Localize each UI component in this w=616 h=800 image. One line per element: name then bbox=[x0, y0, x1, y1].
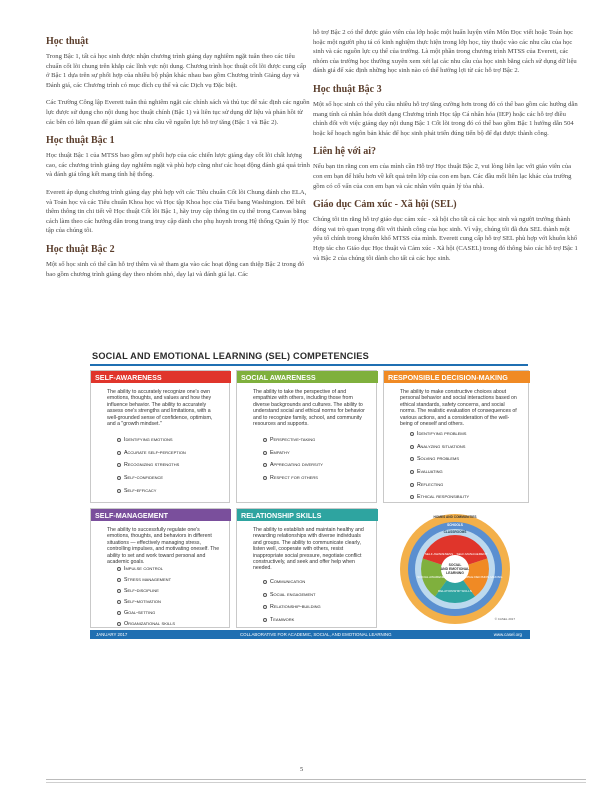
list-item: Self-discipline bbox=[117, 585, 223, 596]
section-hoc-thuat-bac-2 bbox=[46, 244, 311, 279]
paragraph: Chúng tôi tin rằng hỗ trợ giáo dục cảm xúc - xã hội cho tất cả các học sinh và người trưởng thành đóng vai trò quan trọng đối với thành công của học sinh. Vì vậy, chúng tôi đã đưa SEL thành một yếu tố chính trong khuôn khổ MTSS của mình. Everett cung cấp hỗ trợ SEL phù hợp với khuôn khổ Hợp tác cho Giáo dục Học thuật và Cảm xúc - Xã hội (CASEL) trong đó thông báo các hỗ trợ Bậc 1 và Bậc 2 của chúng tôi dành cho tất cả các học sinh. bbox=[313, 216, 578, 262]
section-heading: Liên hệ với ai? bbox=[313, 146, 377, 158]
page-number: 5 bbox=[300, 766, 304, 773]
card-social-awareness bbox=[236, 370, 377, 503]
paragraph: Nếu bạn tin rằng con em của mình cần Hỗ trợ Học thuật Bậc 2, vui lòng liên lạc với giáo viên của con em bạn để hiểu hơn về kết quả trên lớp của con em bạn. Các đầu mối liên lạc khác của trường gồm có cố vấn của con em bạn và các nhân viên quản lý tòa nhà. bbox=[313, 163, 572, 190]
list-item: Self-motivation bbox=[117, 596, 223, 607]
bullet-icon bbox=[263, 451, 267, 455]
bullet-icon bbox=[117, 622, 121, 626]
bullet-icon bbox=[117, 438, 121, 442]
bullet-icon bbox=[263, 476, 267, 480]
list-item: Impulse control bbox=[117, 563, 223, 574]
list-item: Reflecting bbox=[410, 478, 522, 491]
bullet-icon bbox=[117, 463, 121, 467]
section-hoc-thuat-bac-1 bbox=[46, 135, 311, 236]
section-heading: Học thuật Bậc 3 bbox=[313, 83, 382, 95]
infographic-footer bbox=[90, 630, 530, 639]
section-heading: Học thuật Bậc 1 bbox=[46, 135, 115, 147]
list-item: Goal-setting bbox=[117, 607, 223, 618]
card-description: The ability to establish and maintain healthy and rewarding relationships with diverse individuals and groups. The ability to communicate clearly, listen well, cooperate with others, resist inappropriate social pressure, negotiate conflict constructively, and seek and offer help when needed. bbox=[253, 527, 364, 572]
bullet-icon bbox=[410, 495, 414, 499]
section-sel bbox=[313, 199, 578, 263]
segment-label: SOCIAL AWARENESS bbox=[417, 575, 449, 579]
card-relationship-skills bbox=[236, 508, 377, 628]
footer-divider bbox=[46, 779, 586, 780]
competency-list bbox=[263, 434, 370, 484]
list-item: Appreciating diversity bbox=[263, 459, 370, 472]
bullet-icon bbox=[117, 567, 121, 571]
bullet-icon bbox=[410, 457, 414, 461]
section-heading: Học thuật Bậc 2 bbox=[46, 243, 115, 255]
casel-credit: © CASEL 2017 bbox=[494, 617, 515, 621]
bullet-icon bbox=[117, 489, 121, 493]
list-item: Communication bbox=[263, 576, 370, 589]
bullet-icon bbox=[263, 618, 267, 622]
segment-label: RESPONSIBLE DECISION-MAKING bbox=[451, 575, 503, 579]
bullet-icon bbox=[117, 611, 121, 615]
section-hoc-thuat bbox=[46, 36, 311, 127]
paragraph: Trong Bậc 1, tất cả học sinh được nhận chương trình giảng dạy nghiêm ngặt tuân theo các tiêu chuẩn cốt lõi chung trên khắp các lĩnh vực nội dung. Chương trình học thuật cốt lõi được cung cấp ở Bậc 1 dựa trên sự phối hợp của nhiều bộ phận khác nhau bao gồm Chương trình Giảng dạy và Đánh giá, các Chương trình có mục đích cụ thể và các Dịch vụ Đặc biệt. bbox=[46, 53, 307, 89]
list-item: Social engagement bbox=[263, 589, 370, 602]
ring-label-homes: HOMES AND COMMUNITIES bbox=[433, 515, 477, 519]
card-description: The ability to make constructive choices about personal behavior and social interactions based on ethical standards, safety concerns, and social norms. The realistic evaluation of consequences of various actions, and a consideration of the well-being of oneself and others. bbox=[400, 389, 517, 428]
paragraph: Một số học sinh có thể yêu cầu nhiều hỗ trợ tăng cường hơn trong đó có thể bao gồm các hướng dẫn mang tính cá nhân hóa dưới dạng Chương trình Học tập Cá nhân hóa (IEP) hoặc các hỗ trợ điều chỉnh đối với việc giảng dạy nội dung Bậc 1 Cốt lõi trong đó có thể bao gồm Bậc 1 hướng dẫn 504 hoặc kế hoạch ngôn bản khác để học sinh phát triển đúng tiến bộ để đạt được thành công. bbox=[313, 100, 578, 137]
list-item: Accurate self-perception bbox=[117, 447, 223, 460]
footer-url: www.casel.org bbox=[493, 632, 522, 637]
competency-list bbox=[117, 563, 223, 629]
ring-label-classrooms: CLASSROOMS bbox=[443, 530, 467, 534]
section-lien-he bbox=[313, 146, 578, 191]
svg-text:LEARNING: LEARNING bbox=[446, 571, 464, 575]
list-item: Identifying problems bbox=[410, 428, 522, 441]
card-title: SELF-AWARENESS bbox=[91, 371, 231, 383]
card-title: SELF-MANAGEMENT bbox=[91, 509, 231, 521]
card-description: The ability to take the perspective of and empathize with others, including those from diverse backgrounds and cultures. The ability to understand social and ethical norms for behavior and to recognize family, school, and community resources and supports. bbox=[253, 389, 365, 428]
segment-label: SELF-MANAGEMENT bbox=[456, 552, 488, 556]
paragraph: hỗ trợ Bậc 2 có thể được giáo viên của lớp hoặc một huấn luyện viên Môn Đọc viết hoặc Toán học hoặc một người phụ tá có kinh nghiệm thực hiện trong lớp học, tùy thuộc vào các nhu cầu của học sinh và các nguồn lực cụ thể của trường. Là một phần trong chương trình MTSS của Everett, các nhóm của trường học thường xuyên xem xét lại các nhu cầu của học sinh bằng cách sử dụng dữ liệu đánh giá để xác định những học sinh nào có thể hưởng lợi từ các hỗ trợ Bậc 2. bbox=[313, 29, 577, 75]
right-column bbox=[313, 28, 578, 271]
bullet-icon bbox=[117, 451, 121, 455]
left-column bbox=[46, 36, 311, 287]
bullet-icon bbox=[410, 470, 414, 474]
card-title: SOCIAL AWARENESS bbox=[237, 371, 378, 383]
list-item: Perspective-taking bbox=[263, 434, 370, 447]
card-description: The ability to accurately recognize one's own emotions, thoughts, and values and how they influence behavior. The ability to accurately assess one's strengths and limitations, with a well-grounded sense of confidence, optimism, and a "growth mindset." bbox=[107, 389, 213, 428]
list-item: Ethical responsibility bbox=[410, 491, 522, 504]
paragraph: Các Trường Công lập Everett tuân thủ nghiêm ngặt các chính sách và thủ tục để xác định các nguồn lực được sử dụng cho nội dung học thuật chính (Bậc 1) và liên tục sử dụng dữ liệu và phản hồi từ các bên có liên quan để giảm sát các nhu cầu về nguồn lực hỗ trợ tăng (Bậc 1 và Bậc 2). bbox=[46, 99, 310, 126]
footer-date: JANUARY 2017 bbox=[96, 632, 128, 637]
section-hoc-thuat-bac-3 bbox=[313, 84, 578, 138]
section-heading: Giáo dục Cảm xúc - Xã hội (SEL) bbox=[313, 199, 457, 211]
card-title: RESPONSIBLE DECISION-MAKING bbox=[384, 371, 530, 383]
card-self-management bbox=[90, 508, 230, 628]
paragraph: Một số học sinh có thể cần hỗ trợ thêm và sẽ tham gia vào các hoạt động can thiệp Bậc 2 trong đó bao gồm chương trình giảng dạy theo nhóm nhỏ, dạy lại và đánh giá lại. Các bbox=[46, 260, 305, 278]
list-item: Teamwork bbox=[263, 614, 370, 627]
list-item: Recognizing strengths bbox=[117, 459, 223, 472]
list-item: Identifying emotions bbox=[117, 434, 223, 447]
bullet-icon bbox=[410, 445, 414, 449]
competency-list bbox=[410, 428, 522, 504]
bullet-icon bbox=[263, 438, 267, 442]
ring-label-schools: SCHOOLS bbox=[447, 523, 463, 527]
card-title: RELATIONSHIP SKILLS bbox=[237, 509, 378, 521]
list-item: Respect for others bbox=[263, 472, 370, 485]
bullet-icon bbox=[410, 483, 414, 487]
card-description: The ability to successfully regulate one's emotions, thoughts, and behaviors in different situations — effectively managing stress, controlling impulses, and motivating oneself. The ability to set and work toward personal and academic goals. bbox=[107, 527, 220, 566]
casel-wheel-diagram bbox=[387, 508, 527, 628]
card-responsible-decision-making bbox=[383, 370, 529, 503]
segment-label: RELATIONSHIP SKILLS bbox=[438, 589, 472, 593]
bullet-icon bbox=[263, 605, 267, 609]
segment-label: SELF-AWARENESS bbox=[424, 552, 454, 556]
list-item: Organizational skills bbox=[117, 618, 223, 629]
center-label: SOCIAL bbox=[448, 563, 462, 567]
list-item: Relationship-building bbox=[263, 601, 370, 614]
bullet-icon bbox=[263, 593, 267, 597]
footer-org: COLLABORATIVE FOR ACADEMIC, SOCIAL, AND EMOTIONAL LEARNING bbox=[240, 632, 392, 637]
bullet-icon bbox=[117, 589, 121, 593]
list-item: Analyzing situations bbox=[410, 441, 522, 454]
list-item: Stress management bbox=[117, 574, 223, 585]
list-item: Evaluating bbox=[410, 466, 522, 479]
bullet-icon bbox=[117, 600, 121, 604]
list-item: Empathy bbox=[263, 447, 370, 460]
paragraph: Học thuật Bậc 1 của MTSS bao gồm sự phối hợp của các chiến lược giảng dạy cốt lõi chất lượng cao, các chương trình giảng dạy nghiêm ngặt và phù hợp cũng như các hoạt động đánh giá quá trình và đánh giá tổng kết mang tính hệ thống. bbox=[46, 152, 310, 179]
list-item: Solving problems bbox=[410, 453, 522, 466]
svg-text:AND EMOTIONAL: AND EMOTIONAL bbox=[440, 567, 470, 571]
competency-list bbox=[117, 434, 223, 497]
paragraph: Everett áp dụng chương trình giảng dạy phù hợp với các Tiêu chuẩn Cốt lõi Chung đánh cho ELA, và Toán học và các Tiêu chuẩn Khoa học và Học tập Khoa học của Tiểu bang Washington. Để biết thêm thông tin chi tiết về Học thuật Cốt lõi Bậc 1, hãy truy cập thông tin cụ thể trong Canvas bằng cách làm theo các hướng dẫn trong trang truy cập dành cho phụ huynh trong Hệ thống Quản lý Học tập của chúng tôi. bbox=[46, 188, 309, 235]
section-continued bbox=[313, 28, 578, 76]
competency-list bbox=[263, 576, 370, 626]
bullet-icon bbox=[263, 463, 267, 467]
title-divider bbox=[90, 364, 528, 366]
bullet-icon bbox=[117, 578, 121, 582]
footer-divider-thin bbox=[46, 782, 586, 783]
bullet-icon bbox=[410, 432, 414, 436]
bullet-icon bbox=[117, 476, 121, 480]
infographic-title: SOCIAL AND EMOTIONAL LEARNING (SEL) COMPETENCIES bbox=[92, 351, 369, 361]
card-self-awareness bbox=[90, 370, 230, 503]
list-item: Self-efficacy bbox=[117, 484, 223, 497]
section-heading: Học thuật bbox=[46, 36, 89, 47]
sel-competencies-infographic bbox=[84, 348, 532, 642]
list-item: Self-confidence bbox=[117, 472, 223, 485]
bullet-icon bbox=[263, 580, 267, 584]
